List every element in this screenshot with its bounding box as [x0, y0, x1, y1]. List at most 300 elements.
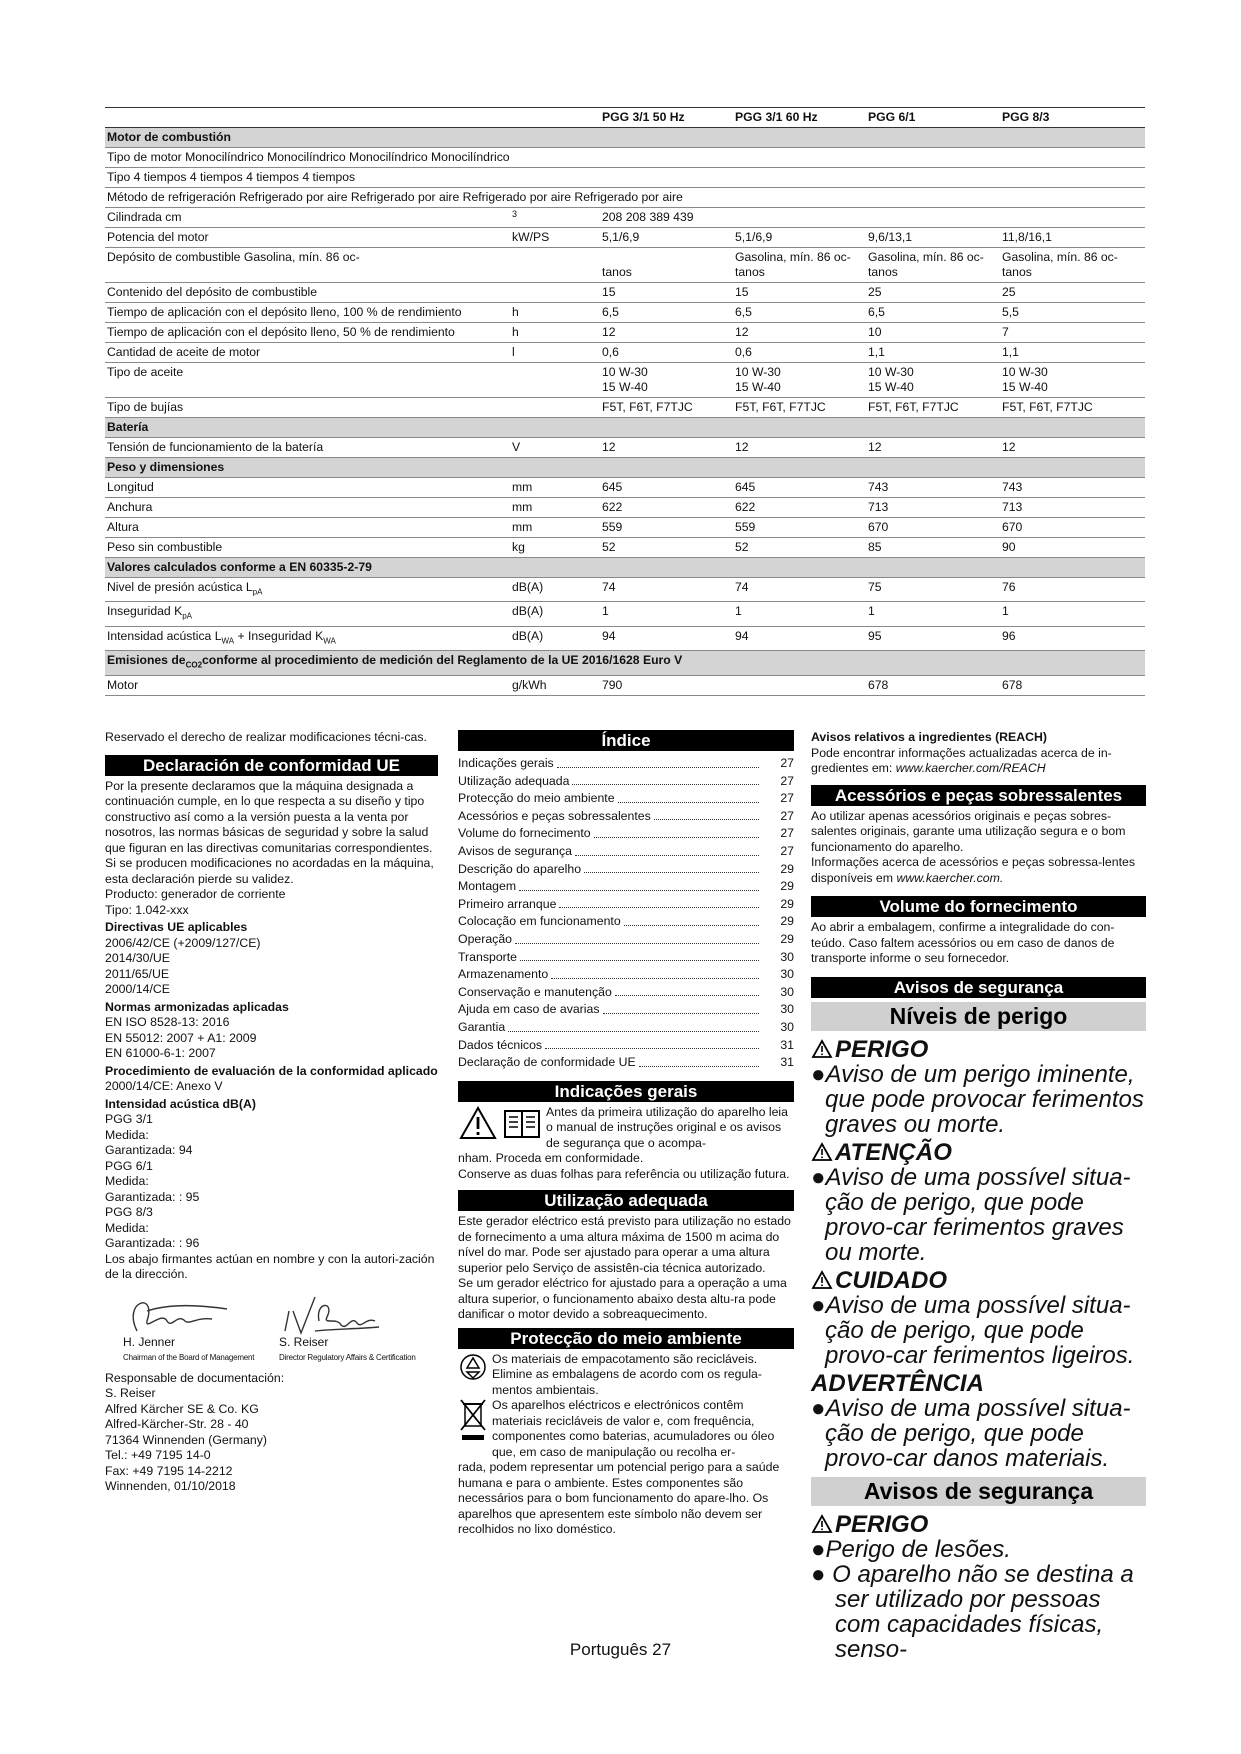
index-entry[interactable]: [458, 1018, 794, 1036]
spec-value-cell: 6,5: [866, 303, 1000, 323]
index-entry-leader: [572, 784, 759, 785]
spec-value-cell: 1: [1000, 602, 1145, 626]
index-entry-title: Volume do fornecimento: [458, 826, 591, 841]
signer-1-role: Chairman of the Board of Management: [123, 1352, 255, 1362]
spec-unit-cell: V: [510, 438, 600, 458]
cuidado-heading: [811, 1268, 1146, 1293]
column-declaration: [105, 730, 438, 1495]
spec-unit-cell: l: [510, 343, 600, 363]
acoustic-title: Intensidad acústica dB(A): [105, 1096, 257, 1111]
index-entry-leader: [519, 890, 759, 891]
spec-value-cell: 1: [733, 602, 866, 626]
spec-value-cell: F5T, F6T, F7TJC: [733, 398, 866, 418]
spec-value-cell: 1: [600, 602, 733, 626]
spec-label-cell: Tiempo de aplicación con el depósito lleno, 100 % de rendimiento: [105, 303, 510, 323]
spec-value-cell: 713: [866, 498, 1000, 518]
spec-label-cell: Tipo de bujías: [105, 398, 510, 418]
index-entry[interactable]: [458, 895, 794, 913]
index-entry-leader: [624, 925, 759, 926]
column-safety: [811, 730, 1146, 1662]
environment-text-1: Os materiais de empacotamento são recicláveis. Elimine as embalagens de acordo com os regula-mentos ambientais.: [492, 1351, 762, 1397]
spec-row: [105, 538, 1145, 558]
index-title: Índice: [458, 730, 794, 751]
spec-unit-cell: h: [510, 323, 600, 343]
spec-value-cell: 713: [1000, 498, 1145, 518]
spec-header-cell: [105, 108, 510, 128]
index-entry[interactable]: [458, 824, 794, 842]
index-entry-page: 31: [780, 1037, 794, 1052]
spec-value-cell: 12: [733, 438, 866, 458]
acoustic-line: Medida:: [105, 1127, 149, 1142]
acoustic-line: Medida:: [105, 1174, 149, 1188]
perigo-2-item: ● O aparelho não se destina a ser utilizado por pessoas com capacidades físicas, senso-: [811, 1560, 1134, 1663]
index-entry-page: 30: [780, 967, 794, 982]
spec-value-cell: 9,6/13,1: [866, 228, 1000, 248]
reserved-note: Reservado el derecho de realizar modificaciones técni-cas.: [105, 730, 427, 744]
spec-row: [105, 578, 1145, 602]
index-entry-title: Ajuda em caso de avarias: [458, 1002, 600, 1017]
norm-item: EN 61000-6-1: 2007: [105, 1046, 216, 1060]
warning-triangle-icon: [811, 1270, 833, 1290]
spec-label-cell: Anchura: [105, 498, 510, 518]
acoustic-line: PGG 8/3: [105, 1205, 153, 1219]
spec-header-cell: PGG 8/3: [1000, 108, 1145, 128]
perigo-heading: [811, 1037, 1146, 1062]
spec-label-cell: Método de refrigeración Refrigerado por aire Refrigerado por aire Refrigerado por aire Refrigerado por aire: [105, 188, 1145, 208]
spec-unit-cell: dB(A): [510, 602, 600, 626]
spec-row: [105, 518, 1145, 538]
spec-section-row: [105, 418, 1145, 438]
spec-value-cell: Gasolina, mín. 86 oc- tanos: [733, 248, 866, 283]
responsible-line: Fax: +49 7195 14-2212: [105, 1463, 233, 1478]
spec-value-cell: 10 W-30 15 W-40: [600, 363, 733, 398]
reach-title: Avisos relativos a ingredientes (REACH): [811, 730, 1047, 744]
advertencia-heading: [811, 1371, 1146, 1396]
spec-row: [105, 228, 1145, 248]
spec-value-cell: 5,1/6,9: [600, 228, 733, 248]
spec-row: [105, 363, 1145, 398]
directives-title: Directivas UE aplicables: [105, 920, 248, 934]
acoustic-line: PGG 3/1: [105, 1112, 153, 1126]
general-text-1: Antes da primeira utilização do aparelho leia o manual de instruções original e os avisos de segurança que o acompa-: [546, 1104, 788, 1150]
signer-1-name: H. Jenner: [123, 1334, 176, 1349]
spec-value-cell: 678: [866, 675, 1000, 695]
crossed-bin-icon: [458, 1398, 488, 1442]
spec-label-cell: Altura: [105, 518, 510, 538]
perigo-label: PERIGO: [835, 1035, 929, 1063]
atencao-heading: [811, 1140, 1146, 1165]
use-text-1: Este gerador eléctrico está previsto para utilização no estado de fornecimento a uma altura máxima de 1500 m acima do nível do mar. Pode ser ajustado para operar a uma altura superior pelo Serviço de assistên-cia técnica autorizado.: [458, 1214, 791, 1275]
spec-value-cell: 678: [1000, 675, 1145, 695]
spec-value-cell: 7: [1000, 323, 1145, 343]
index-entry-title: Protecção do meio ambiente: [458, 791, 615, 806]
spec-header-cell: [510, 108, 600, 128]
spec-value-cell: [733, 208, 866, 228]
responsible-line: 71364 Winnenden (Germany): [105, 1432, 267, 1447]
acoustic-line: Garantizada: : 96: [105, 1236, 200, 1250]
index-entry-page: 27: [780, 756, 794, 771]
spec-value-cell: 12: [866, 438, 1000, 458]
index-entry-title: Montagem: [458, 879, 517, 894]
spec-unit-cell: h: [510, 303, 600, 323]
index-entry-leader: [545, 1048, 759, 1049]
spec-value-cell: 5,1/6,9: [733, 228, 866, 248]
spec-header-cell: PGG 3/1 60 Hz: [733, 108, 866, 128]
spec-value-cell: [1000, 208, 1145, 228]
norm-item: EN 55012: 2007 + A1: 2009: [105, 1030, 257, 1045]
index-entry-title: Avisos de segurança: [458, 844, 572, 859]
directive-item: 2006/42/CE (+2009/127/CE): [105, 935, 261, 950]
spec-unit-cell: mm: [510, 478, 600, 498]
spec-value-cell: Gasolina, mín. 86 oc- tanos: [1000, 248, 1145, 283]
spec-row: [105, 248, 1145, 283]
warning-triangle-icon: [458, 1105, 498, 1141]
reach-block: [811, 746, 1146, 777]
index-entry-title: Declaração de conformidade UE: [458, 1055, 636, 1070]
spec-value-cell: 74: [600, 578, 733, 602]
advertencia-text: ●Aviso de uma possível situa-ção de perigo, que pode provo-car danos materiais.: [811, 1394, 1131, 1472]
index-entry-page: 30: [780, 1002, 794, 1017]
spec-unit-cell: dB(A): [510, 578, 600, 602]
spec-value-cell: 743: [1000, 478, 1145, 498]
spec-label-cell: Tensión de funcionamiento de la batería: [105, 438, 510, 458]
spec-table: [105, 107, 1145, 696]
responsible-line: Winnenden, 01/10/2018: [105, 1479, 236, 1493]
index-entry-title: Utilização adequada: [458, 773, 570, 788]
environment-recycle: [458, 1352, 794, 1399]
index-entry[interactable]: [458, 860, 794, 878]
spec-unit-cell: [510, 248, 600, 283]
spec-value-cell: 0,6: [733, 343, 866, 363]
type-line: Tipo: 1.042-xxx: [105, 902, 189, 917]
spec-label-cell: Potencia del motor: [105, 228, 510, 248]
spec-value-cell: 76: [1000, 578, 1145, 602]
spec-value-cell: 10 W-30 15 W-40: [733, 363, 866, 398]
spec-value-cell: 743: [866, 478, 1000, 498]
spec-value-cell: 96: [1000, 626, 1145, 650]
environment-text-2: Os aparelhos eléctricos e electrónicos contêm materiais recicláveis de valor e, com frequência, componentes como baterias, acumuladores ou óleo que, em caso de manipulação ou recolha er-: [492, 1398, 775, 1459]
index-entry-page: 27: [780, 844, 794, 859]
declaration-text: Por la presente declaramos que la máquina designada a continuación cumple, en lo que respecta a su diseño y tipo constructivo así como a la versión puesta a la venta por nosotros, las normas básicas de seguridad y sobre la salud que figuran en las directivas comunitarias correspondientes. Si se producen modificaciones no acordadas en la máquina, esta declaración pierde su validez.: [105, 778, 434, 886]
spec-value-cell: F5T, F6T, F7TJC: [866, 398, 1000, 418]
volume-text: Ao abrir a embalagem, confirme a integralidade do con-teúdo. Caso faltem acessórios ou em caso de danos de transporte informe o seu fornecedor.: [811, 920, 1115, 965]
accessories-link[interactable]: www.kaercher.com.: [896, 870, 1004, 885]
spec-row: [105, 626, 1145, 650]
spec-section-label: Motor de combustión: [105, 128, 1145, 148]
spec-header-cell: PGG 3/1 50 Hz: [600, 108, 733, 128]
spec-value-cell: 85: [866, 538, 1000, 558]
directives-list: [105, 936, 438, 998]
spec-row: [105, 323, 1145, 343]
spec-row: [105, 168, 1145, 188]
index-entry[interactable]: [458, 807, 794, 825]
spec-row: [105, 498, 1145, 518]
spec-row: [105, 675, 1145, 695]
accessories-text-1: Ao utilizar apenas acessórios originais e peças sobres-salentes originais, garante uma utilização segura e o bom funcionamento do aparelho.: [811, 808, 1126, 854]
responsible-line: Tel.: +49 7195 14-0: [105, 1448, 211, 1462]
index-entry[interactable]: [458, 772, 794, 790]
index-entry-page: 30: [780, 1020, 794, 1034]
index-entry-title: Primeiro arranque: [458, 896, 557, 911]
spec-header-row: [105, 108, 1145, 128]
index-entry-title: Garantia: [458, 1020, 506, 1034]
directive-item: 2011/65/UE: [105, 966, 170, 981]
spec-unit-cell: mm: [510, 498, 600, 518]
perigo-text: ●Aviso de um perigo iminente, que pode provocar ferimentos graves ou morte.: [811, 1060, 1144, 1138]
spec-section-label: Emisiones $de_{CO2}conforme$ al procedimiento de medición del Reglamento de la UE 2016/1628 Euro V: [105, 651, 1145, 675]
index-entry[interactable]: [458, 965, 794, 983]
spec-value-cell: 1,1: [1000, 343, 1145, 363]
warning-triangle-icon: [811, 1142, 833, 1162]
spec-label-cell: Contenido del depósito de combustible: [105, 283, 510, 303]
index-entry[interactable]: [458, 930, 794, 948]
spec-value-cell: 622: [733, 498, 866, 518]
spec-value-cell: 25: [1000, 283, 1145, 303]
spec-label-cell: Longitud: [105, 478, 510, 498]
spec-label-cell: Tipo 4 tiempos 4 tiempos 4 tiempos 4 tiempos: [105, 168, 1145, 188]
index-entry-leader: [520, 960, 759, 961]
spec-table-grid: [105, 107, 1145, 696]
signers-text: Los abajo firmantes actúan en nombre y con la autori-zación de la dirección.: [105, 1251, 435, 1281]
spec-value-cell: 790: [600, 675, 733, 695]
spec-row: [105, 478, 1145, 498]
index-entry-page: 29: [780, 932, 794, 947]
spec-row: [105, 398, 1145, 418]
spec-label-cell: Motor: [105, 675, 510, 695]
spec-section-label: Peso y dimensiones: [105, 458, 1145, 478]
spec-value-cell: 11,8/16,1: [1000, 228, 1145, 248]
spec-value-cell: 0,6: [600, 343, 733, 363]
spec-unit-cell: g/kWh: [510, 675, 600, 695]
acoustic-line: Garantizada: 94: [105, 1143, 193, 1157]
spec-value-cell: 645: [600, 478, 733, 498]
spec-label-cell: Tiempo de aplicación con el depósito lleno, 50 % de rendimiento: [105, 323, 510, 343]
index-entry-leader: [584, 872, 759, 873]
spec-unit-cell: kW/PS: [510, 228, 600, 248]
page-footer: Português 27: [569, 1640, 672, 1659]
spec-value-cell: F5T, F6T, F7TJC: [1000, 398, 1145, 418]
index-entry[interactable]: [458, 1036, 794, 1054]
index-entry-title: Armazenamento: [458, 967, 549, 982]
signer-2-role: Director Regulatory Affairs & Certification: [279, 1352, 416, 1362]
responsible-line: Alfred-Kärcher-Str. 28 - 40: [105, 1417, 249, 1431]
spec-unit-cell: [510, 283, 600, 303]
spec-row: [105, 148, 1145, 168]
index-entry-title: Conservação e manutenção: [458, 984, 612, 999]
perigo-2-text: ●Perigo de lesões.: [811, 1535, 1011, 1563]
directive-item: 2014/30/UE: [105, 951, 170, 965]
spec-label-cell: Tipo de motor Monocilíndrico Monocilíndrico Monocilíndrico Monocilíndrico: [105, 148, 1145, 168]
spec-value-cell: 10: [866, 323, 1000, 343]
spec-value-cell: 208 208 389 439: [600, 208, 733, 228]
spec-value-cell: 670: [866, 518, 1000, 538]
product-line: Producto: generador de corriente: [105, 887, 286, 901]
index-entry-title: Acessórios e peças sobressalentes: [458, 808, 651, 823]
procedure-title: Procedimiento de evaluación de la conformidad aplicado: [105, 1063, 438, 1078]
general-notice: [458, 1105, 794, 1152]
spec-value-cell: [866, 208, 1000, 228]
cuidado-label: CUIDADO: [835, 1266, 947, 1294]
atencao-text: ●Aviso de uma possível situa-ção de perigo, que pode provo-car ferimentos graves ou morte.: [811, 1163, 1131, 1266]
signature-jenner-icon: [117, 1291, 237, 1341]
index-entry-leader: [603, 1013, 760, 1014]
index-entry-leader: [575, 855, 759, 856]
responsible-block: [105, 1371, 438, 1495]
acoustic-line: Medida:: [105, 1220, 149, 1235]
spec-value-cell: 15: [733, 283, 866, 303]
spec-label-cell: Inseguridad $K_{pA}$: [105, 602, 510, 626]
index-entry-title: Operação: [458, 932, 513, 947]
index-entry-title: Indicações gerais: [458, 756, 554, 771]
perigo-2-heading: [811, 1512, 1146, 1537]
spec-header-cell: PGG 6/1: [866, 108, 1000, 128]
index-entry-leader: [615, 995, 759, 996]
accessories-text-2: Informações acerca de acessórios e peças sobressa-lentes disponíveis em: [811, 855, 1135, 885]
norm-item: EN ISO 8528-13: 2016: [105, 1015, 230, 1029]
spec-value-cell: 559: [733, 518, 866, 538]
index-entry[interactable]: [458, 912, 794, 930]
spec-value-cell: 645: [733, 478, 866, 498]
safety-title: Avisos de segurança: [811, 977, 1146, 998]
reach-link[interactable]: www.kaercher.com/REACH: [895, 761, 1046, 775]
responsible-line: Responsable de documentación:: [105, 1370, 285, 1385]
environment-weee: [458, 1398, 794, 1460]
norms-list: [105, 1015, 438, 1062]
declaration-title: Declaración de conformidad UE: [105, 755, 438, 776]
safety-warnings-title: Avisos de segurança: [811, 1477, 1146, 1506]
general-title: Indicações gerais: [458, 1081, 794, 1102]
index-entry-title: Colocação em funcionamento: [458, 914, 621, 929]
index-entry[interactable]: [458, 1053, 794, 1071]
spec-section-row: [105, 558, 1145, 578]
index-entry-page: 31: [780, 1055, 794, 1070]
spec-section-label: Batería: [105, 418, 1145, 438]
warning-triangle-icon: [811, 1039, 833, 1059]
index-entry-title: Dados técnicos: [458, 1037, 543, 1052]
spec-value-cell: 12: [1000, 438, 1145, 458]
norms-title: Normas armonizadas aplicadas: [105, 999, 289, 1014]
spec-unit-cell: dB(A): [510, 626, 600, 650]
spec-unit-cell: [510, 398, 600, 418]
recycle-icon: [458, 1352, 488, 1382]
spec-unit-cell: [510, 363, 600, 398]
use-text-2: Se um gerador eléctrico for ajustado para a operação a uma altura superior, o funcionamento abaixo desta altu-ra pode danificar o motor devido a sobreaquecimento.: [458, 1276, 787, 1322]
spec-value-cell: 10 W-30 15 W-40: [866, 363, 1000, 398]
index-entry-page: 27: [780, 808, 794, 823]
spec-row: [105, 303, 1145, 323]
spec-unit-cell: 3: [510, 208, 600, 228]
general-text-2: nham. Proceda em conformidade.: [458, 1151, 644, 1166]
warning-triangle-icon: [811, 1514, 833, 1534]
index-entry[interactable]: [458, 948, 794, 966]
index-entry-leader: [654, 819, 759, 820]
index-entry-page: 30: [780, 984, 794, 999]
index-entry[interactable]: [458, 842, 794, 860]
spec-value-cell: 90: [1000, 538, 1145, 558]
spec-value-cell: 12: [600, 323, 733, 343]
spec-value-cell: 1,1: [866, 343, 1000, 363]
acoustic-line: PGG 6/1: [105, 1158, 153, 1173]
environment-text-3: rada, podem representar um potencial perigo para a saúde humana e para o ambiente. Estes componentes são necessários para o bom funcionamento do apare-lho. Os aparelhos que apresentem este símbolo não devem ser recolhidos no lixo doméstico.: [458, 1460, 780, 1537]
acoustic-line: Garantizada: : 95: [105, 1189, 200, 1204]
spec-value-cell: 15: [600, 283, 733, 303]
index-entry-leader: [594, 837, 759, 838]
spec-section-label: Valores calculados conforme a EN 60335-2-79: [105, 558, 1145, 578]
cuidado-text: ●Aviso de uma possível situa-ção de perigo, que pode provo-car ferimentos ligeiros.: [811, 1291, 1135, 1369]
spec-section-row: [105, 128, 1145, 148]
spec-value-cell: 52: [733, 538, 866, 558]
index-entry-page: 29: [780, 896, 794, 911]
spec-section-row: [105, 458, 1145, 478]
environment-title: Protecção do meio ambiente: [458, 1328, 794, 1349]
index-entry-leader: [508, 1031, 759, 1032]
spec-row: [105, 283, 1145, 303]
responsible-line: S. Reiser: [105, 1386, 156, 1400]
spec-value-cell: 670: [1000, 518, 1145, 538]
index-entry[interactable]: [458, 754, 794, 772]
signature-block: [105, 1283, 438, 1365]
index-entry-leader: [618, 802, 759, 803]
spec-unit-cell: mm: [510, 518, 600, 538]
spec-value-cell: 5,5: [1000, 303, 1145, 323]
index-entry-leader: [639, 1066, 759, 1067]
use-title: Utilização adequada: [458, 1190, 794, 1211]
spec-value-cell: Gasolina, mín. 86 oc- tanos: [866, 248, 1000, 283]
spec-value-cell: 12: [600, 438, 733, 458]
spec-value-cell: [733, 675, 866, 695]
spec-value-cell: F5T, F6T, F7TJC: [600, 398, 733, 418]
index-entry[interactable]: [458, 789, 794, 807]
spec-row: [105, 208, 1145, 228]
index-entry-leader: [559, 907, 759, 908]
spec-value-cell: 95: [866, 626, 1000, 650]
index-entry[interactable]: [458, 877, 794, 895]
index-entry-page: 27: [780, 791, 794, 806]
index-entry[interactable]: [458, 1000, 794, 1018]
index-entry-page: 29: [780, 914, 794, 929]
index-entry-leader: [515, 943, 759, 944]
reach-text: Pode encontrar informações actualizadas acerca de in-gredientes em:: [811, 745, 1112, 775]
directive-item: 2000/14/CE: [105, 982, 170, 996]
column-index: [458, 730, 794, 1538]
index-list: [458, 754, 794, 1071]
atencao-label: ATENÇÃO: [835, 1138, 952, 1166]
spec-label-cell: Intensidad acústica $L_{WA}$ + Inseguridad $K_{WA}$: [105, 626, 510, 650]
spec-label-cell: Cilindrada cm: [105, 208, 510, 228]
spec-section-row: [105, 651, 1145, 675]
manual-book-icon: [502, 1105, 542, 1141]
spec-value-cell: 74: [733, 578, 866, 602]
spec-value-cell: 622: [600, 498, 733, 518]
spec-value-cell: 559: [600, 518, 733, 538]
index-entry-title: Transporte: [458, 949, 518, 964]
spec-value-cell: 94: [600, 626, 733, 650]
spec-value-cell: 25: [866, 283, 1000, 303]
index-entry-page: 27: [780, 826, 794, 841]
spec-value-cell: 52: [600, 538, 733, 558]
spec-label-cell: Cantidad de aceite de motor: [105, 343, 510, 363]
perigo-2-label: PERIGO: [835, 1510, 929, 1538]
index-entry-leader: [551, 978, 759, 979]
spec-value-cell: tanos: [600, 248, 733, 283]
index-entry-page: 29: [780, 861, 794, 876]
spec-label-cell: Tipo de aceite: [105, 363, 510, 398]
responsible-line: Alfred Kärcher SE & Co. KG: [105, 1401, 259, 1416]
spec-row: [105, 343, 1145, 363]
spec-row: [105, 602, 1145, 626]
spec-label-cell: Depósito de combustible Gasolina, mín. 86 oc-: [105, 248, 510, 283]
index-entry[interactable]: [458, 983, 794, 1001]
